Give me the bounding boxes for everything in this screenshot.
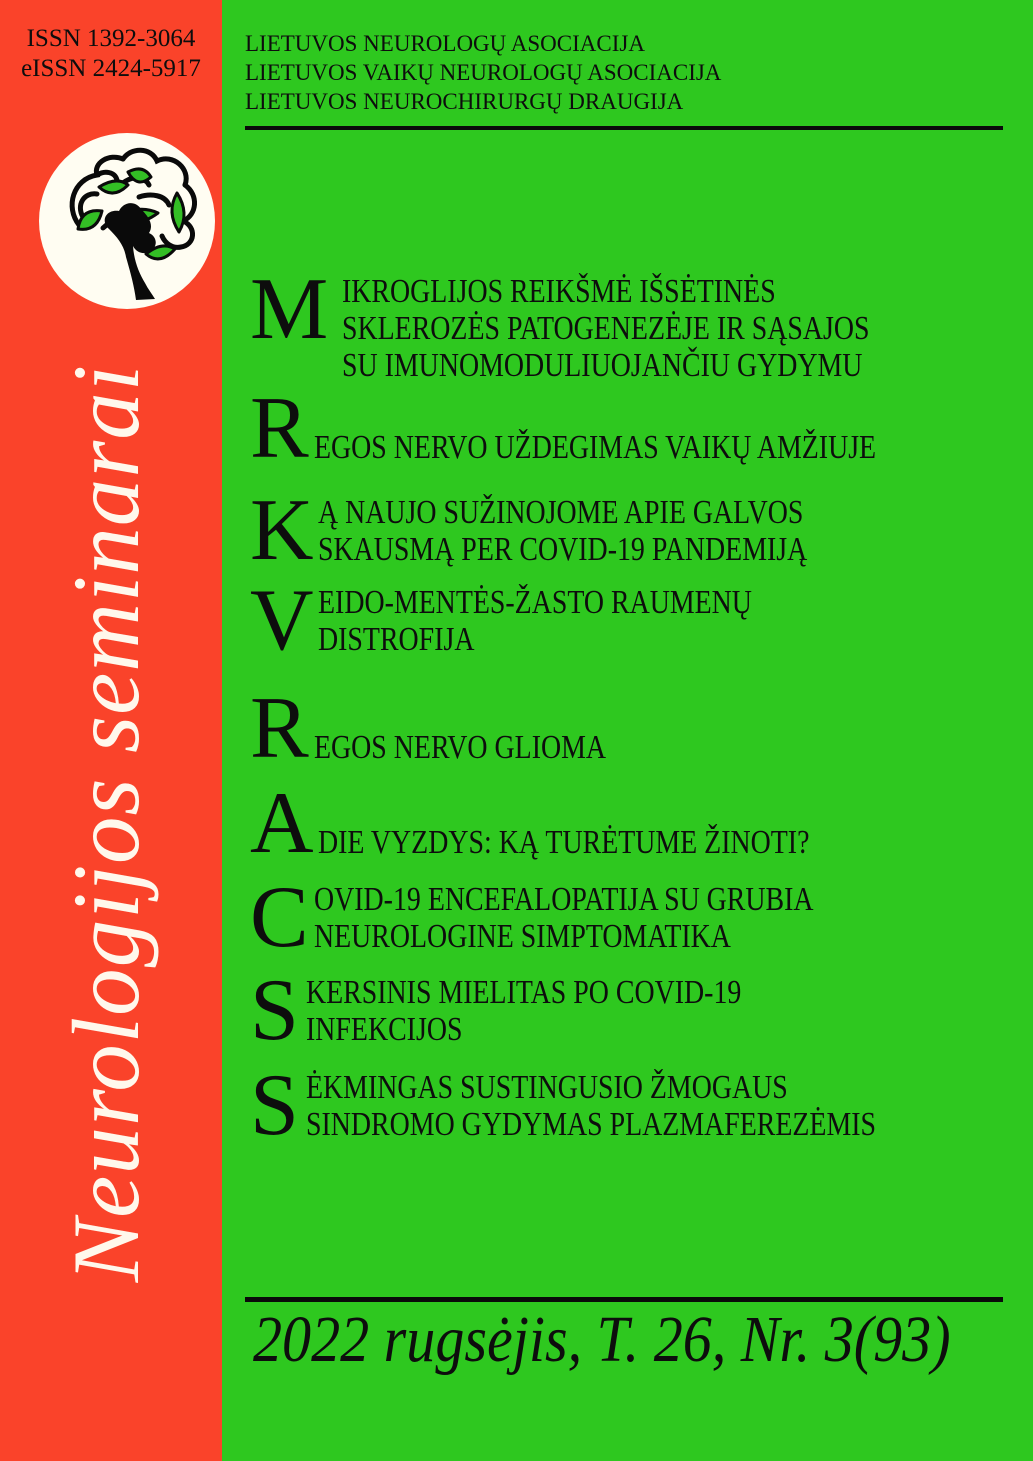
article-title-block	[250, 680, 1030, 777]
article-title-block	[250, 869, 1030, 966]
title-line: SKAUSMĄ PER COVID-19 PANDEMIJĄ	[318, 531, 808, 568]
title-line: INFEKCIJOS	[306, 1011, 463, 1048]
title-line: SINDROMO GYDYMAS PLAZMAFEREZĖMIS	[306, 1106, 877, 1143]
article-title-lines	[318, 494, 807, 568]
article-initial: S	[250, 1057, 299, 1154]
issn-electronic: eISSN 2424-5917	[21, 55, 201, 82]
title-line: OVID-19 ENCEFALOPATIJA SU GRUBIA	[314, 881, 814, 918]
article-title-block	[250, 572, 1030, 669]
vertical-title-wrap	[36, 328, 176, 1318]
article-initial: A	[250, 775, 314, 872]
associations-header	[245, 29, 721, 116]
article-title-lines	[314, 729, 606, 766]
article-initial: V	[250, 572, 314, 669]
article-initial: C	[250, 869, 309, 966]
title-line: EGOS NERVO UŽDEGIMAS VAIKŲ AMŽIUJE	[314, 429, 877, 466]
journal-title: Neurologijos seminarai	[53, 363, 159, 1283]
association-line: LIETUVOS NEUROLOGŲ ASOCIACIJA	[245, 31, 645, 56]
title-line: DISTROFIJA	[318, 621, 475, 658]
article-initial: R	[250, 680, 309, 777]
brain-tree-logo-icon	[39, 296, 215, 313]
left-masthead-band	[0, 0, 222, 1461]
article-initial: S	[250, 962, 299, 1059]
article-title-lines	[318, 584, 752, 658]
article-title-block	[250, 380, 1030, 477]
title-line: DIE VYZDYS: KĄ TURĖTUME ŽINOTI?	[318, 824, 810, 861]
article-title-block	[250, 482, 1030, 579]
article-title-lines	[342, 273, 869, 384]
article-title-lines	[318, 824, 809, 861]
title-line: IKROGLIJOS REIKŠMĖ IŠSĖTINĖS	[342, 273, 776, 310]
title-line: ĖKMINGAS SUSTINGUSIO ŽMOGAUS	[306, 1069, 788, 1106]
article-title-lines	[314, 429, 876, 466]
article-title-block	[250, 775, 1030, 872]
title-line: EGOS NERVO GLIOMA	[314, 729, 607, 766]
header-rule	[245, 126, 1003, 130]
article-title-lines	[306, 974, 741, 1048]
issn-print: ISSN 1392-3064	[26, 25, 196, 52]
issn-block	[0, 24, 222, 84]
article-title-block	[250, 261, 1030, 384]
association-line: LIETUVOS NEUROCHIRURGŲ DRAUGIJA	[245, 89, 684, 114]
title-line: EIDO-MENTĖS-ŽASTO RAUMENŲ	[318, 584, 752, 621]
title-line: SU IMUNOMODULIUOJANČIU GYDYMU	[342, 347, 863, 384]
issue-info: 2022 rugsėjis, T. 26, Nr. 3(93)	[253, 1303, 951, 1376]
article-initial: K	[250, 482, 314, 579]
article-title-lines	[314, 881, 814, 955]
title-line: Ą NAUJO SUŽINOJOME APIE GALVOS	[318, 494, 804, 531]
journal-logo	[39, 133, 215, 309]
article-initial: R	[250, 380, 309, 477]
title-line: SKLEROZĖS PATOGENEZĖJE IR SĄSAJOS	[342, 310, 870, 347]
article-initial: M	[250, 261, 329, 358]
article-title-block	[250, 1057, 1030, 1154]
article-title-lines	[306, 1069, 876, 1143]
association-line: LIETUVOS VAIKŲ NEUROLOGŲ ASOCIACIJA	[245, 60, 722, 85]
title-line: KERSINIS MIELITAS PO COVID-19	[306, 974, 742, 1011]
title-line: NEUROLOGINE SIMPTOMATIKA	[314, 918, 731, 955]
article-title-block	[250, 962, 1030, 1059]
article-list	[250, 261, 1030, 1154]
